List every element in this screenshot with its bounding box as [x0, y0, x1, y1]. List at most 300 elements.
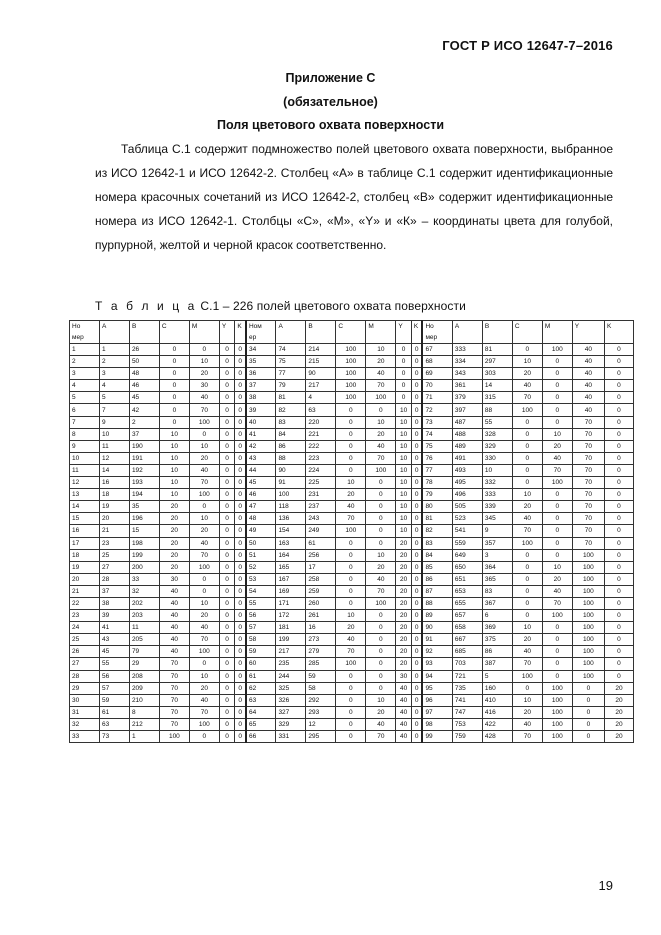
table-cell: 20 [396, 549, 412, 561]
table-cell: 0 [235, 440, 246, 452]
table-cell: 20 [396, 610, 412, 622]
table-header-cell: B [306, 321, 336, 344]
table-cell: 0 [411, 477, 422, 489]
table-cell: 0 [542, 670, 572, 682]
table-cell: 0 [336, 428, 366, 440]
table-cell: 205 [129, 634, 159, 646]
table-cell: 26 [70, 646, 100, 658]
table-cell: 747 [452, 706, 482, 718]
table-cell: 0 [235, 622, 246, 634]
appendix-heading: Поля цветового охвата поверхности [216, 118, 445, 132]
table-row [70, 706, 634, 718]
table-cell: 10 [512, 622, 542, 634]
table-cell: 0 [219, 477, 235, 489]
table-cell: 16 [70, 525, 100, 537]
table-cell: 100 [572, 585, 604, 597]
table-cell: 55 [99, 658, 129, 670]
table-cell: 249 [306, 525, 336, 537]
table-cell: 20 [159, 537, 189, 549]
table-cell: 0 [366, 682, 396, 694]
table-cell: 198 [129, 537, 159, 549]
table-cell: 70 [512, 525, 542, 537]
table-cell: 2 [129, 416, 159, 428]
table-cell: 5 [482, 670, 512, 682]
table-cell: 8 [129, 706, 159, 718]
table-cell: 0 [336, 706, 366, 718]
table-cell: 0 [604, 646, 633, 658]
table-cell: 20 [99, 513, 129, 525]
table-row [70, 646, 634, 658]
table-row [70, 549, 634, 561]
table-cell: 68 [422, 356, 452, 368]
table-cell: 30 [396, 670, 412, 682]
table-cell: 10 [396, 477, 412, 489]
table-cell: 0 [512, 452, 542, 464]
table-cell: 10 [159, 489, 189, 501]
table-cell: 223 [306, 452, 336, 464]
table-cell: 0 [604, 344, 633, 356]
table-cell: 86 [482, 646, 512, 658]
table-row [70, 440, 634, 452]
table-cell: 0 [159, 380, 189, 392]
standard-designation: ГОСТ Р ИСО 12647-7–2016 [442, 38, 613, 53]
table-cell: 100 [336, 356, 366, 368]
table-cell: 10 [396, 416, 412, 428]
table-row [70, 513, 634, 525]
table-cell: 295 [306, 731, 336, 743]
table-cell: 164 [276, 549, 306, 561]
table-cell: 28 [99, 573, 129, 585]
table-cell: 61 [99, 706, 129, 718]
table-cell: 0 [572, 682, 604, 694]
table-cell: 57 [99, 682, 129, 694]
table-cell: 331 [276, 731, 306, 743]
table-cell: 10 [159, 440, 189, 452]
table-cell: 293 [306, 706, 336, 718]
table-cell: 0 [542, 634, 572, 646]
table-row [70, 537, 634, 549]
table-cell: 10 [396, 525, 412, 537]
table-cell: 40 [336, 634, 366, 646]
table-cell: 495 [452, 477, 482, 489]
table-cell: 10 [366, 416, 396, 428]
table-cell: 0 [219, 380, 235, 392]
table-cell: 39 [99, 610, 129, 622]
table-cell: 0 [604, 561, 633, 573]
table-cell: 74 [422, 428, 452, 440]
table-cell: 10 [70, 452, 100, 464]
table-cell: 41 [246, 428, 276, 440]
table-cell: 0 [604, 573, 633, 585]
table-cell: 8 [70, 428, 100, 440]
table-cell: 20 [366, 561, 396, 573]
table-cell: 70 [189, 706, 219, 718]
table-cell: 0 [542, 549, 572, 561]
table-cell: 650 [452, 561, 482, 573]
table-cell: 303 [482, 368, 512, 380]
table-cell: 87 [422, 585, 452, 597]
table-cell: 0 [336, 694, 366, 706]
table-cell: 202 [129, 597, 159, 609]
table-cell: 40 [396, 682, 412, 694]
table-cell: 0 [604, 670, 633, 682]
table-cell: 53 [246, 573, 276, 585]
table-cell: 30 [189, 380, 219, 392]
table-cell: 0 [189, 585, 219, 597]
table-cell: 0 [219, 464, 235, 476]
table-header-cell: Y [572, 321, 604, 344]
table-cell: 12 [70, 477, 100, 489]
table-cell: 0 [411, 513, 422, 525]
table-cell: 0 [235, 670, 246, 682]
table-cell: 15 [70, 513, 100, 525]
table-cell: 0 [411, 452, 422, 464]
table-cell: 6 [70, 404, 100, 416]
table-cell: 20 [396, 646, 412, 658]
table-cell: 20 [396, 597, 412, 609]
table-cell: 3 [99, 368, 129, 380]
table-cell: 345 [482, 513, 512, 525]
table-cell: 33 [129, 573, 159, 585]
table-cell: 721 [452, 670, 482, 682]
table-cell: 217 [306, 380, 336, 392]
table-cell: 70 [572, 537, 604, 549]
table-cell: 43 [99, 634, 129, 646]
table-header-cell: Y [396, 321, 412, 344]
table-cell: 199 [129, 549, 159, 561]
appendix-title: Приложение С [285, 71, 376, 85]
table-cell: 37 [99, 585, 129, 597]
table-cell: 0 [542, 646, 572, 658]
table-cell: 5 [99, 392, 129, 404]
table-cell: 70 [159, 670, 189, 682]
table-cell: 0 [219, 682, 235, 694]
table-cell: 70 [512, 731, 542, 743]
table-cell: 0 [604, 610, 633, 622]
table-cell: 2 [70, 356, 100, 368]
table-cell: 20 [396, 622, 412, 634]
table-cell: 100 [512, 670, 542, 682]
table-cell: 18 [99, 489, 129, 501]
table-cell: 20 [604, 706, 633, 718]
table-cell: 9 [482, 525, 512, 537]
table-cell: 0 [411, 501, 422, 513]
table-cell: 0 [235, 537, 246, 549]
table-cell: 491 [452, 452, 482, 464]
table-cell: 99 [422, 731, 452, 743]
table-cell: 0 [512, 597, 542, 609]
table-cell: 0 [336, 670, 366, 682]
table-cell: 35 [129, 501, 159, 513]
table-cell: 0 [159, 392, 189, 404]
table-cell: 154 [276, 525, 306, 537]
table-cell: 47 [246, 501, 276, 513]
table-cell: 70 [572, 477, 604, 489]
table-cell: 0 [411, 670, 422, 682]
table-cell: 0 [219, 525, 235, 537]
table-cell: 196 [129, 513, 159, 525]
table-row [70, 658, 634, 670]
table-cell: 332 [482, 477, 512, 489]
table-cell: 0 [219, 731, 235, 743]
table-cell: 0 [336, 573, 366, 585]
appendix-status: (обязательное) [283, 95, 378, 109]
table-cell: 244 [276, 670, 306, 682]
table-cell: 235 [276, 658, 306, 670]
table-cell: 40 [572, 356, 604, 368]
table-cell: 20 [604, 682, 633, 694]
table-cell: 13 [70, 489, 100, 501]
table-cell: 20 [396, 561, 412, 573]
table-cell: 70 [189, 477, 219, 489]
table-cell: 315 [482, 392, 512, 404]
table-cell: 20 [366, 356, 396, 368]
table-cell: 55 [482, 416, 512, 428]
table-cell: 410 [482, 694, 512, 706]
table-cell: 10 [396, 501, 412, 513]
table-cell: 208 [129, 670, 159, 682]
table-cell: 0 [235, 573, 246, 585]
table-cell: 0 [366, 610, 396, 622]
table-cell: 100 [512, 404, 542, 416]
table-cell: 0 [411, 682, 422, 694]
table-cell: 40 [246, 416, 276, 428]
table-cell: 0 [189, 658, 219, 670]
table-cell: 40 [512, 380, 542, 392]
table-cell: 0 [189, 731, 219, 743]
table-cell: 70 [189, 634, 219, 646]
table-cell: 658 [452, 622, 482, 634]
table-cell: 100 [336, 658, 366, 670]
table-cell: 20 [366, 428, 396, 440]
table-cell: 63 [306, 404, 336, 416]
table-cell: 329 [276, 718, 306, 730]
table-cell: 51 [246, 549, 276, 561]
table-cell: 88 [276, 452, 306, 464]
table-cell: 0 [219, 610, 235, 622]
table-cell: 81 [422, 513, 452, 525]
table-cell: 212 [129, 718, 159, 730]
table-header-cell: K [604, 321, 633, 344]
table-cell: 100 [572, 670, 604, 682]
table-cell: 172 [276, 610, 306, 622]
table-cell: 100 [189, 646, 219, 658]
table-cell: 0 [572, 718, 604, 730]
table-cell: 0 [235, 525, 246, 537]
table-cell: 23 [70, 610, 100, 622]
table-cell: 76 [422, 452, 452, 464]
table-row [70, 670, 634, 682]
table-cell: 7 [99, 404, 129, 416]
table-row [70, 634, 634, 646]
table-cell: 100 [572, 610, 604, 622]
table-cell: 0 [219, 344, 235, 356]
table-cell: 20 [189, 525, 219, 537]
table-cell: 387 [482, 658, 512, 670]
table-cell: 0 [235, 646, 246, 658]
table-row [70, 344, 634, 356]
table-cell: 70 [336, 646, 366, 658]
table-cell: 163 [276, 537, 306, 549]
table-cell: 25 [70, 634, 100, 646]
table-cell: 63 [246, 694, 276, 706]
table-cell: 66 [246, 731, 276, 743]
table-cell: 222 [306, 440, 336, 452]
table-cell: 62 [246, 682, 276, 694]
table-cell: 10 [512, 489, 542, 501]
table-cell: 0 [604, 356, 633, 368]
table-cell: 0 [235, 658, 246, 670]
table-cell: 100 [542, 344, 572, 356]
table-cell: 40 [189, 622, 219, 634]
table-cell: 100 [189, 489, 219, 501]
table-header-cell: Но мер [422, 321, 452, 344]
table-cell: 100 [189, 561, 219, 573]
table-cell: 43 [246, 452, 276, 464]
table-cell: 0 [572, 731, 604, 743]
table-header-cell: C [159, 321, 189, 344]
table-cell: 165 [276, 561, 306, 573]
table-cell: 100 [366, 597, 396, 609]
table-cell: 9 [70, 440, 100, 452]
table-cell: 90 [276, 464, 306, 476]
table-cell: 65 [246, 718, 276, 730]
table-cell: 20 [396, 585, 412, 597]
table-header-cell: Y [219, 321, 235, 344]
table-cell: 0 [604, 416, 633, 428]
table-cell: 0 [219, 513, 235, 525]
table-cell: 0 [235, 501, 246, 513]
table-cell: 0 [572, 694, 604, 706]
table-cell: 0 [235, 368, 246, 380]
table-cell: 653 [452, 585, 482, 597]
table-cell: 10 [396, 440, 412, 452]
table-cell: 0 [604, 380, 633, 392]
table-cell: 82 [422, 525, 452, 537]
table-cell: 34 [246, 344, 276, 356]
table-cell: 16 [306, 622, 336, 634]
table-cell: 20 [542, 573, 572, 585]
table-cell: 0 [219, 658, 235, 670]
table-cell: 0 [235, 610, 246, 622]
table-cell: 42 [129, 404, 159, 416]
table-cell: 40 [159, 634, 189, 646]
table-cell: 57 [246, 622, 276, 634]
table-cell: 753 [452, 718, 482, 730]
table-row [70, 501, 634, 513]
table-cell: 0 [411, 585, 422, 597]
table-cell: 40 [366, 573, 396, 585]
table-cell: 10 [366, 549, 396, 561]
table-cell: 0 [219, 368, 235, 380]
table-cell: 0 [366, 658, 396, 670]
table-cell: 56 [246, 610, 276, 622]
table-cell: 70 [366, 380, 396, 392]
table-cell: 0 [411, 428, 422, 440]
table-cell: 330 [482, 452, 512, 464]
table-cell: 0 [336, 718, 366, 730]
table-cell: 0 [411, 489, 422, 501]
table-cell: 91 [422, 634, 452, 646]
table-cell: 40 [542, 452, 572, 464]
table-cell: 217 [276, 646, 306, 658]
table-cell: 70 [572, 513, 604, 525]
table-cell: 655 [452, 597, 482, 609]
table-cell: 10 [396, 464, 412, 476]
table-cell: 167 [276, 573, 306, 585]
table-cell: 0 [542, 501, 572, 513]
table-cell: 0 [235, 561, 246, 573]
table-cell: 92 [422, 646, 452, 658]
table-cell: 0 [336, 464, 366, 476]
table-cell: 0 [219, 585, 235, 597]
table-cell: 0 [219, 597, 235, 609]
table-cell: 0 [366, 646, 396, 658]
table-cell: 70 [572, 525, 604, 537]
table-cell: 0 [411, 537, 422, 549]
table-cell: 0 [542, 416, 572, 428]
table-cell: 0 [235, 706, 246, 718]
table-row [70, 380, 634, 392]
table-cell: 3 [482, 549, 512, 561]
table-cell: 0 [512, 344, 542, 356]
table-cell: 75 [422, 440, 452, 452]
table-cell: 487 [452, 416, 482, 428]
table-cell: 0 [604, 622, 633, 634]
table-cell: 0 [411, 404, 422, 416]
table-cell: 40 [512, 513, 542, 525]
table-cell: 0 [542, 380, 572, 392]
table-cell: 70 [159, 682, 189, 694]
table-cell: 10 [396, 452, 412, 464]
table-cell: 496 [452, 489, 482, 501]
table-header-cell: Ном ер [246, 321, 276, 344]
table-cell: 30 [159, 573, 189, 585]
table-cell: 56 [99, 670, 129, 682]
table-cell: 12 [99, 452, 129, 464]
table-header-cell: M [542, 321, 572, 344]
table-cell: 23 [99, 537, 129, 549]
table-cell: 40 [572, 368, 604, 380]
table-cell: 0 [411, 573, 422, 585]
table-cell: 73 [99, 731, 129, 743]
table-row [70, 694, 634, 706]
table-cell: 735 [452, 682, 482, 694]
table-cell: 6 [482, 610, 512, 622]
table-cell: 0 [604, 428, 633, 440]
table-cell: 0 [366, 525, 396, 537]
table-cell: 0 [159, 416, 189, 428]
table-cell: 100 [336, 392, 366, 404]
table-cell: 58 [246, 634, 276, 646]
table-cell: 14 [99, 464, 129, 476]
table-cell: 292 [306, 694, 336, 706]
table-cell: 100 [159, 731, 189, 743]
table-cell: 220 [306, 416, 336, 428]
table-row [70, 464, 634, 476]
table-cell: 0 [219, 537, 235, 549]
table-cell: 194 [129, 489, 159, 501]
table-row [70, 356, 634, 368]
table-cell: 0 [336, 440, 366, 452]
table-cell: 10 [396, 513, 412, 525]
table-cell: 37 [246, 380, 276, 392]
table-cell: 0 [542, 489, 572, 501]
table-row [70, 597, 634, 609]
table-cell: 10 [542, 428, 572, 440]
table-cell: 0 [512, 585, 542, 597]
table-cell: 0 [235, 634, 246, 646]
